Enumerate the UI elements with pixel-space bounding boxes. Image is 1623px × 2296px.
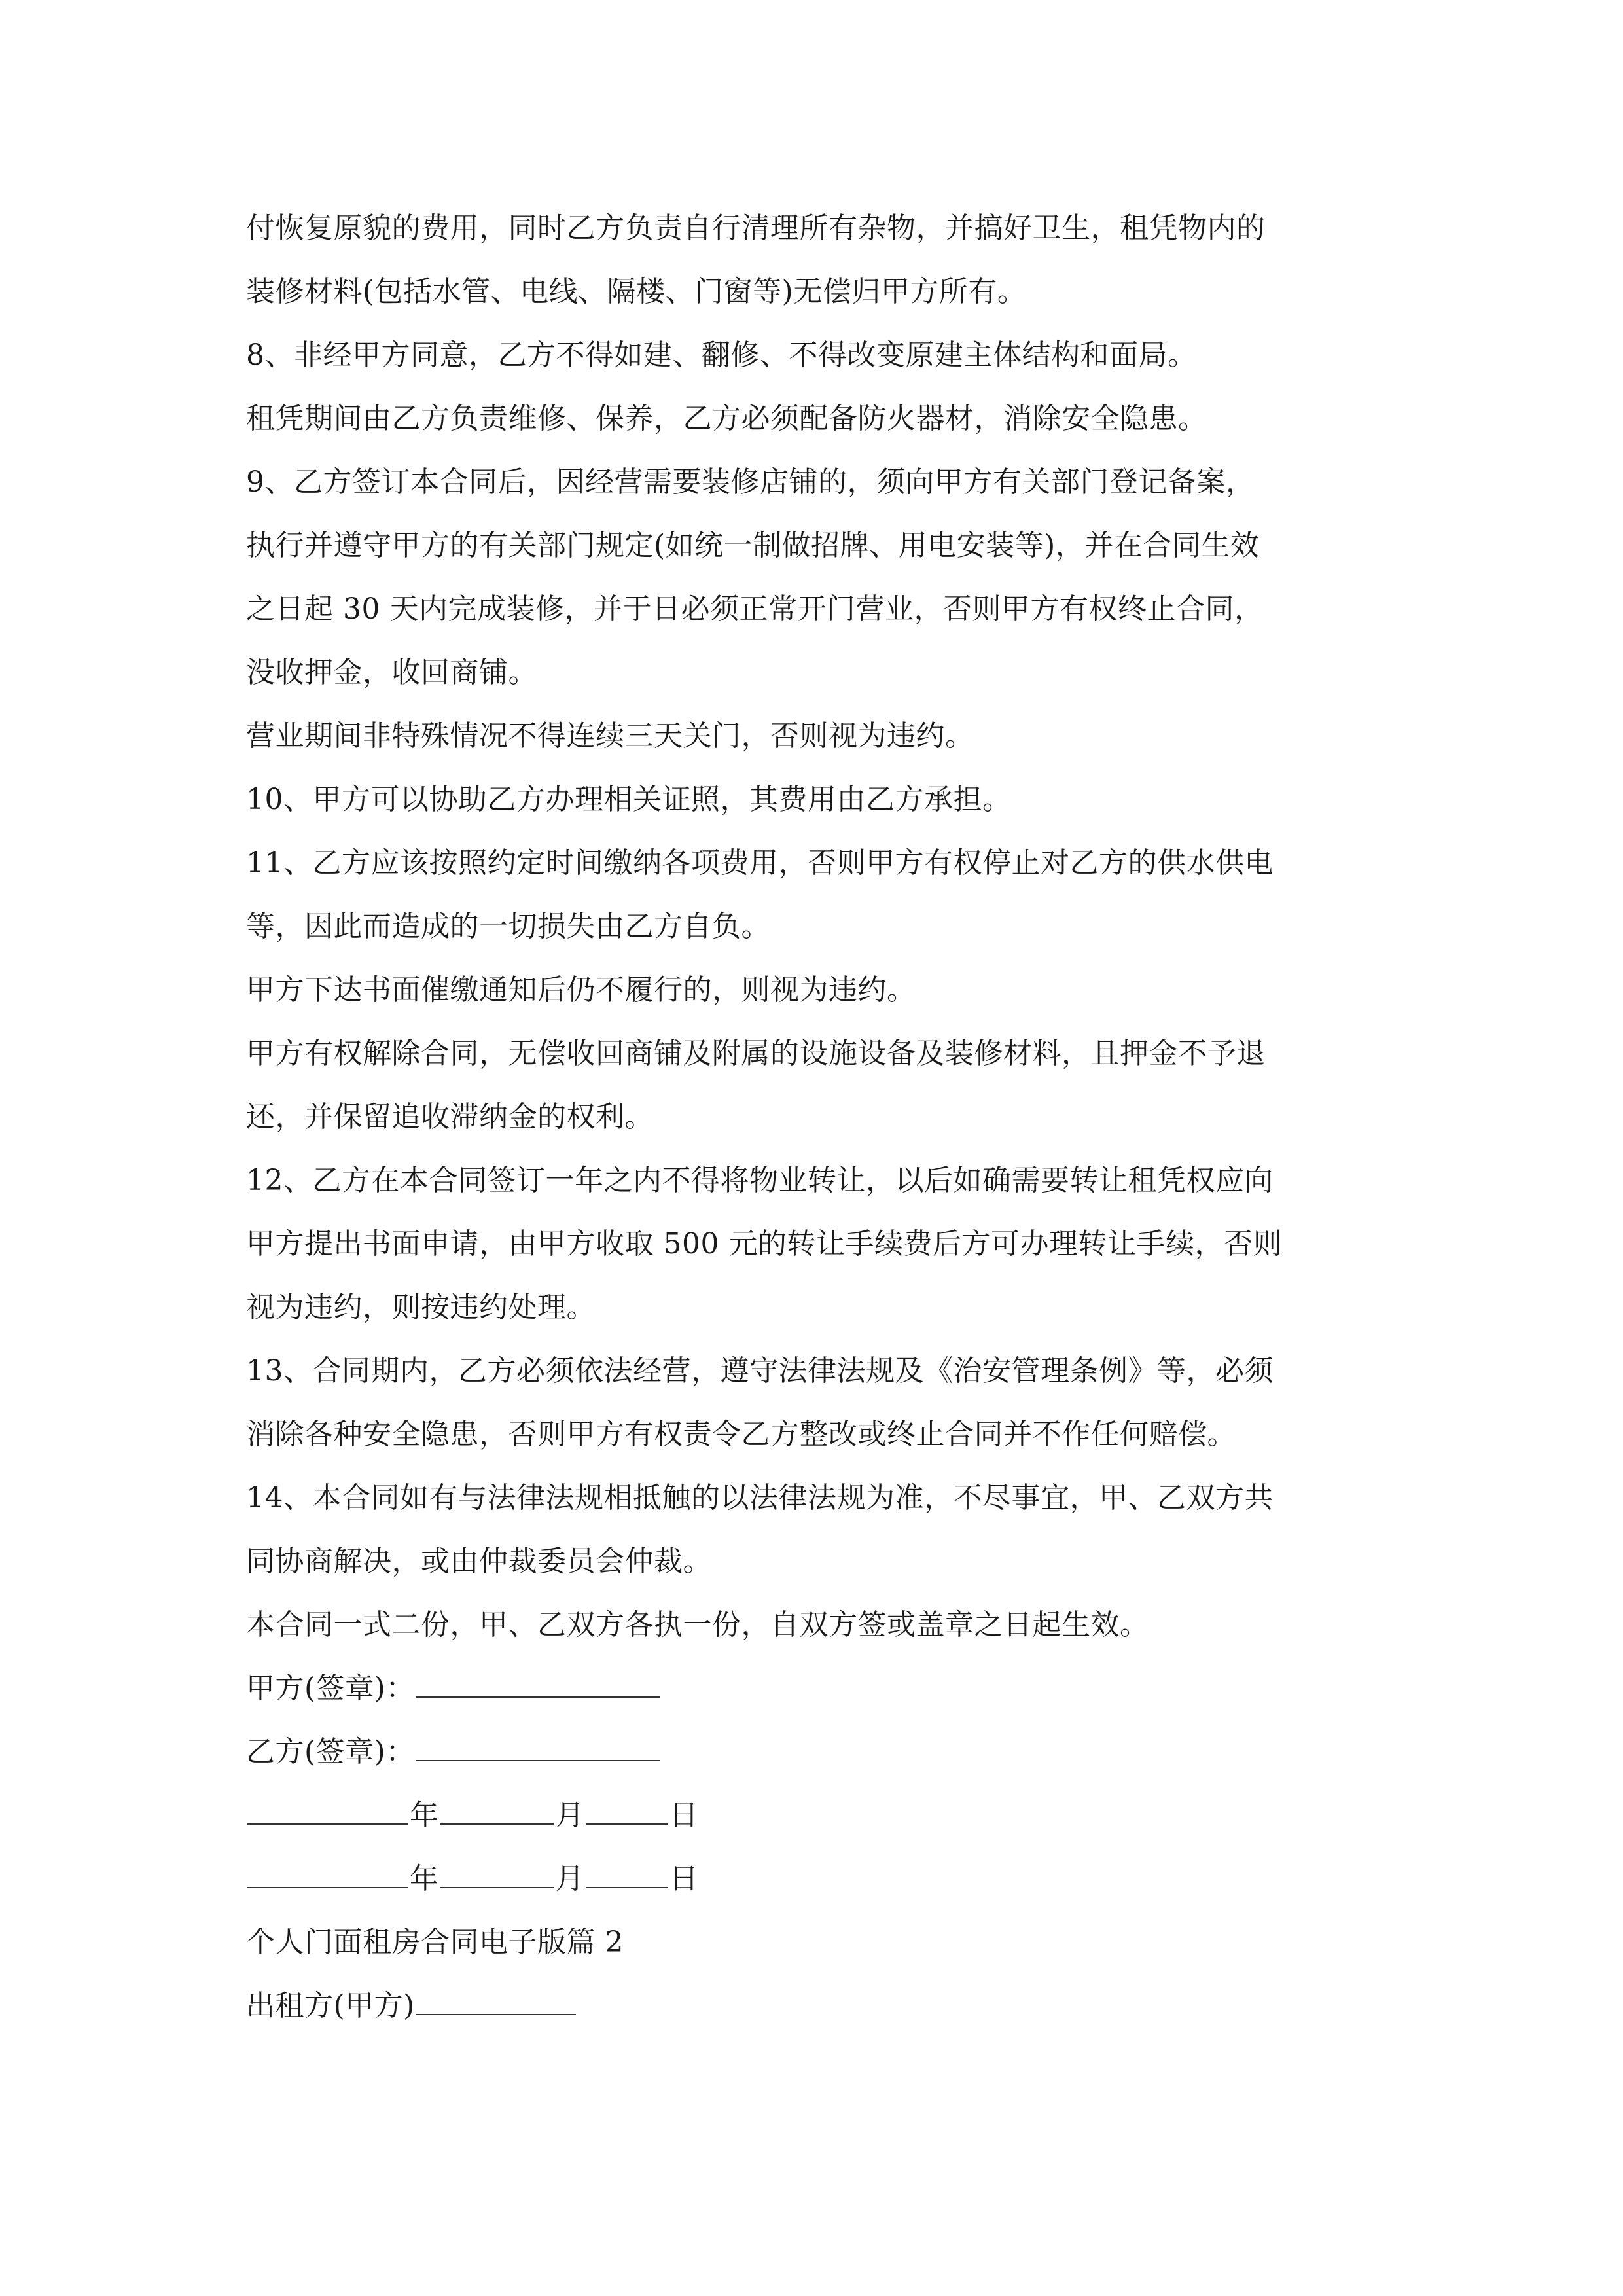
month-label: 月 <box>555 1799 584 1832</box>
clause-10: 10、甲方可以协助乙方办理相关证照，其费用由乙方承担。 <box>246 783 1012 816</box>
date-line-a <box>246 1784 1385 1847</box>
paragraph-line: 付恢复原貌的费用，同时乙方负责自行清理所有杂物，并搞好卫生，租凭物内的 <box>246 211 1266 245</box>
party-b-signature-label: 乙方(签章)： <box>246 1735 415 1768</box>
year-blank[interactable] <box>247 1795 408 1825</box>
paragraph-line: 租凭期间由乙方负责维修、保养，乙方必须配备防火器材，消除安全隐患。 <box>246 402 1207 435</box>
clause-8: 8、非经甲方同意，乙方不得如建、翻修、不得改变原建主体结构和面局。 <box>246 338 1197 372</box>
paragraph-line: 本合同一式二份，甲、乙双方各执一份，自双方签或盖章之日起生效。 <box>246 1608 1149 1641</box>
clause-13: 13、合同期内，乙方必须依法经营，遵守法律法规及《治安管理条例》等，必须 <box>246 1354 1274 1388</box>
month-blank[interactable] <box>440 1858 554 1888</box>
paragraph-line: 没收押金，收回商铺。 <box>246 656 537 689</box>
paragraph-line: 甲方有权解除合同，无偿收回商铺及附属的设施设备及装修材料，且押金不予退 <box>246 1037 1266 1070</box>
party-b-signature-blank[interactable] <box>416 1731 660 1761</box>
month-label: 月 <box>555 1862 584 1895</box>
party-b-signature-line <box>246 1720 1385 1784</box>
paragraph-line: 消除各种安全隐患，否则甲方有权责令乙方整改或终止合同并不作任何赔偿。 <box>246 1418 1236 1451</box>
paragraph-line: 之日起 30 天内完成装修，并于日必须正常开门营业，否则甲方有权终止合同， <box>246 592 1264 626</box>
paragraph-line: 同协商解决，或由仲裁委员会仲裁。 <box>246 1545 712 1578</box>
year-blank[interactable] <box>247 1858 408 1888</box>
year-label: 年 <box>410 1862 439 1895</box>
paragraph-line: 营业期间非特殊情况不得连续三天关门，否则视为违约。 <box>246 719 974 753</box>
clause-14: 14、本合同如有与法律法规相抵触的以法律法规为准，不尽事宜，甲、乙双方共 <box>246 1481 1274 1515</box>
paragraph-line: 还，并保留追收滞纳金的权利。 <box>246 1100 654 1134</box>
contract-body <box>246 196 1385 2037</box>
date-line-b <box>246 1847 1385 1910</box>
section-title: 个人门面租房合同电子版篇 2 <box>246 1926 624 1959</box>
clause-9: 9、乙方签订本合同后，因经营需要装修店铺的，须向甲方有关部门登记备案， <box>246 465 1255 499</box>
day-label: 日 <box>669 1862 699 1895</box>
clause-11: 11、乙方应该按照约定时间缴纳各项费用，否则甲方有权停止对乙方的供水供电 <box>246 846 1274 880</box>
month-blank[interactable] <box>440 1795 554 1825</box>
day-blank[interactable] <box>586 1858 668 1888</box>
paragraph-line: 等，因此而造成的一切损失由乙方自负。 <box>246 910 770 943</box>
paragraph-line: 装修材料(包括水管、电线、隔楼、门窗等)无偿归甲方所有。 <box>246 275 1027 308</box>
paragraph-line: 执行并遵守甲方的有关部门规定(如统一制做招牌、用电安装等)，并在合同生效 <box>246 529 1260 562</box>
lessor-line <box>246 1974 1385 2037</box>
paragraph-line: 甲方提出书面申请，由甲方收取 500 元的转让手续费后方可办理转让手续，否则 <box>246 1227 1282 1261</box>
clause-12: 12、乙方在本合同签订一年之内不得将物业转让，以后如确需要转让租凭权应向 <box>246 1164 1274 1197</box>
party-a-signature-blank[interactable] <box>416 1668 660 1698</box>
lessor-blank[interactable] <box>416 1985 576 2015</box>
paragraph-line: 视为违约，则按违约处理。 <box>246 1291 596 1324</box>
lessor-label: 出租方(甲方) <box>246 1989 415 2022</box>
year-label: 年 <box>410 1799 439 1832</box>
paragraph-line: 甲方下达书面催缴通知后仍不履行的，则视为违约。 <box>246 973 916 1007</box>
party-a-signature-label: 甲方(签章)： <box>246 1672 415 1705</box>
day-blank[interactable] <box>586 1795 668 1825</box>
day-label: 日 <box>669 1799 699 1832</box>
party-a-signature-line <box>246 1657 1385 1720</box>
